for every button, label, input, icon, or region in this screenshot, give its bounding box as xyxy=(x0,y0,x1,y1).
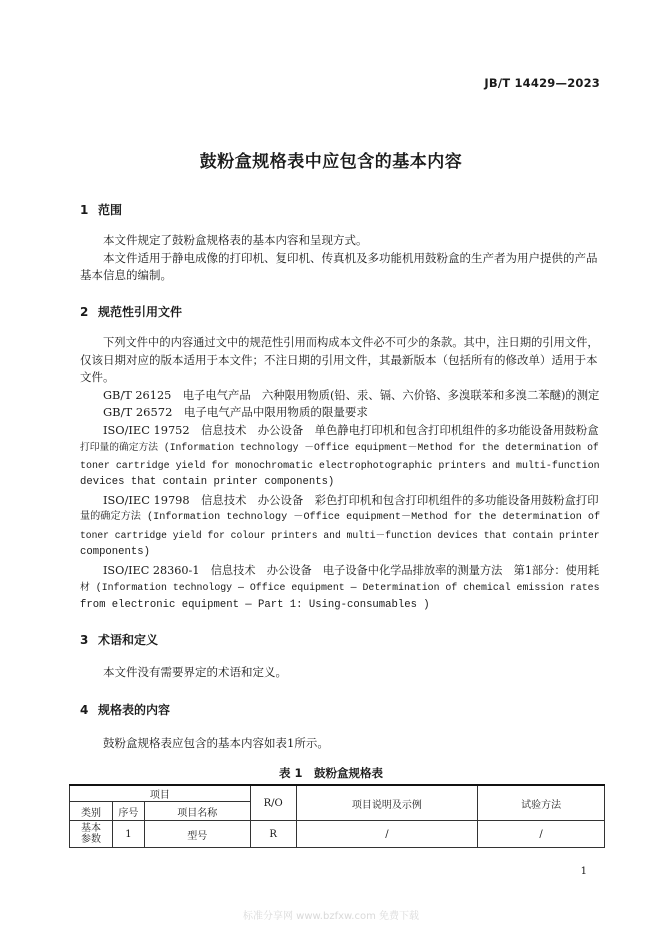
table-header-row xyxy=(70,785,605,802)
reference-iso-iec-19752 xyxy=(80,422,602,492)
paragraph-line: 本文件没有需要界定的术语和定义。 xyxy=(103,665,287,679)
section-heading-spec-content xyxy=(80,701,170,718)
terms-definitions-text xyxy=(80,664,602,682)
section-heading-terms-definitions xyxy=(80,631,158,648)
reference-gbt-26125: GB/T 26125 电子电气产品 六种限用物质(铅、汞、镉、六价铬、多溴联苯和多溴二苯醚)的测定 xyxy=(103,387,600,402)
cell-seq: 1 xyxy=(112,821,144,848)
section-number: 4 xyxy=(80,703,89,717)
spec-content-text xyxy=(80,735,602,753)
reference-line: ISO/IEC 19752 信息技术 办公设备 单色静电打印机和包含打印机组件的多功能设备用鼓粉盒 xyxy=(103,422,599,437)
paragraph-line: 文件。 xyxy=(80,370,115,384)
watermark: 标准分享网 www.bzfxw.com 免费下载 xyxy=(243,911,419,922)
normative-references-text xyxy=(80,334,602,614)
cell-item-name: 型号 xyxy=(144,821,250,848)
paragraph-line: 基本信息的编制。 xyxy=(80,268,172,282)
document-code: JB/T 14429—2023 xyxy=(484,76,600,90)
header-seq: 序号 xyxy=(112,802,144,821)
spec-table xyxy=(69,784,605,848)
header-description: 项目说明及示例 xyxy=(296,785,478,821)
section-title: 规范性引用文件 xyxy=(98,305,183,319)
cell-ro: R xyxy=(250,821,296,848)
scope-text xyxy=(80,232,602,285)
section-number: 3 xyxy=(80,633,89,647)
reference-line: devices that contain printer components) xyxy=(80,476,335,488)
section-title: 范围 xyxy=(98,203,123,217)
reference-line: 打印量的确定方法 (Information technology －Office equipment－Method for the determination of xyxy=(80,442,599,453)
paragraph-line: 本文件适用于静电成像的打印机、复印机、传真机及多功能机用鼓粉盒的生产者为用户提供的产品 xyxy=(103,250,598,265)
paragraph-line: 下列文件中的内容通过文中的规范性引用而构成本文件必不可少的条款。其中，注日期的引用文件， xyxy=(103,336,599,349)
table-caption: 表 1 鼓粉盒规格表 xyxy=(278,766,383,780)
table-row xyxy=(70,821,605,848)
cell-description: / xyxy=(296,821,478,848)
section-heading-scope xyxy=(80,201,122,218)
reference-iso-iec-19798 xyxy=(80,492,602,562)
header-item-name: 项目名称 xyxy=(144,802,250,821)
header-ro: R/O xyxy=(250,785,296,821)
page-number: 1 xyxy=(580,866,587,877)
reference-iso-iec-28360-1 xyxy=(80,562,602,615)
section-number: 1 xyxy=(80,203,89,217)
reference-line: ISO/IEC 28360-1 信息技术 办公设备 电子设备中化学品排放率的测量方法 第1部分：使用耗 xyxy=(103,563,600,577)
section-title: 规格表的内容 xyxy=(98,703,171,717)
reference-line: 材 (Information technology — Office equipment — Determination of chemical emission rates xyxy=(80,582,600,593)
reference-line: toner cartridge yield for colour printers and multi－function devices that contain printer xyxy=(80,529,600,541)
reference-gbt-26572: GB/T 26572 电子电气产品中限用物质的限量要求 xyxy=(103,405,368,419)
paragraph-line: 鼓粉盒规格表应包含的基本内容如表1所示。 xyxy=(103,736,329,750)
section-title: 术语和定义 xyxy=(98,633,159,647)
header-category: 类别 xyxy=(70,802,113,821)
paragraph-line: 仅该日期对应的版本适用于本文件；不注日期的引用文件，其最新版本（包括所有的修改单）适用于本 xyxy=(80,352,598,367)
cell-category: 基本参数 xyxy=(70,821,113,848)
paragraph-line: 本文件规定了鼓粉盒规格表的基本内容和呈现方式。 xyxy=(103,233,368,247)
cell-test-method: / xyxy=(478,821,605,848)
reference-line: toner cartridge yield for monochromatic electrophotographic printers and multi-function xyxy=(80,459,600,471)
header-item-group: 项目 xyxy=(70,785,251,802)
header-test-method: 试验方法 xyxy=(478,785,605,821)
reference-line: 量的确定方法 (Information technology －Office equipment－Method for the determination of xyxy=(80,512,601,523)
page-title: 鼓粉盒规格表中应包含的基本内容 xyxy=(199,152,463,172)
reference-line: components) xyxy=(80,546,150,558)
section-number: 2 xyxy=(80,305,89,319)
section-heading-normative-references xyxy=(80,303,182,320)
reference-line: ISO/IEC 19798 信息技术 办公设备 彩色打印机和包含打印机组件的多功能设备用鼓粉盒打印 xyxy=(103,492,599,507)
reference-line: from electronic equipment — Part 1: Using-consumables ) xyxy=(80,598,430,611)
